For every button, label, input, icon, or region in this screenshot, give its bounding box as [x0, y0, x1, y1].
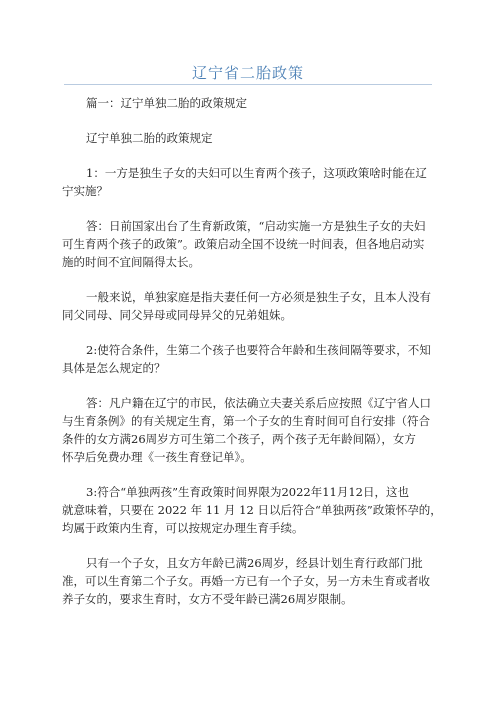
paragraph-line: 答：凡户籍在辽宁的市民，依法确立夫妻关系后应按照《辽宁省人口 [86, 396, 431, 410]
paragraph [62, 394, 442, 466]
paragraph-line: 怀孕后免费办理《一孩生育登记单》。 [62, 450, 252, 464]
paragraph [62, 288, 442, 324]
title-divider [64, 84, 432, 85]
paragraph-line: 与生育条例》的有关规定生育，第一个子女的生育时间可自行安排（符合 [62, 414, 430, 428]
paragraph-line: 就意味着，只要在 2022 年 11 月 12 日以后符合“单独两孩”政策怀孕的， [62, 503, 442, 517]
paragraph [62, 217, 442, 271]
paragraph-line: 辽宁单独二胎的政策规定 [86, 131, 213, 145]
paragraph-line: 篇一：辽宁单独二胎的政策规定 [86, 96, 247, 110]
paragraph-line: 2:使符合条件，生第二个孩子也要符合年龄和生孩间隔等要求，不知 [86, 343, 431, 357]
document-body [62, 94, 442, 625]
paragraph [62, 483, 442, 537]
paragraph-line: 具体是怎么规定的？ [62, 361, 166, 375]
paragraph [62, 129, 442, 147]
paragraph-line: 可生育两个孩子的政策”。政策启动全国不设统一时间表，但各地启动实 [62, 237, 425, 251]
paragraph-line: 条件的女方满26周岁方可生第二个孩子，两个孩子无年龄间隔），女方 [62, 432, 416, 446]
paragraph-line: 宁实施？ [62, 184, 108, 198]
paragraph-line: 一般来说，单独家庭是指夫妻任何一方必须是独生子女，且本人没有 [86, 290, 431, 304]
paragraph-line: 3:符合“单独两孩”生育政策时间界限为2022年11月12日，这也 [86, 485, 409, 499]
paragraph-line: 答：日前国家出台了生育新政策，“启动实施一方是独生子女的夫妇 [86, 219, 426, 233]
paragraph-line: 养子女的，要求生育时，女方不受年龄已满26周岁限制。 [62, 592, 353, 606]
paragraph-line: 施的时间不宜间隔得太长。 [62, 255, 200, 269]
paragraph-line: 1：一方是独生子女的夫妇可以生育两个孩子，这项政策啥时能在辽 [86, 166, 427, 180]
paragraph-line: 准，可以生育第二个子女。再婚一方已有一个子女，另一方未生育或者收 [62, 574, 430, 588]
paragraph [62, 94, 442, 112]
document-title: 辽宁省二胎政策 [191, 64, 304, 82]
paragraph-line: 只有一个子女，且女方年龄已满26周岁，经县计划生育行政部门批 [86, 556, 423, 570]
paragraph [62, 341, 442, 377]
paragraph [62, 554, 442, 608]
paragraph-line: 均属于政策内生育，可以按规定办理生育手续。 [62, 521, 304, 535]
paragraph-line: 同父同母、同父异母或同母异父的兄弟姐妹。 [62, 308, 292, 322]
paragraph [62, 164, 442, 200]
